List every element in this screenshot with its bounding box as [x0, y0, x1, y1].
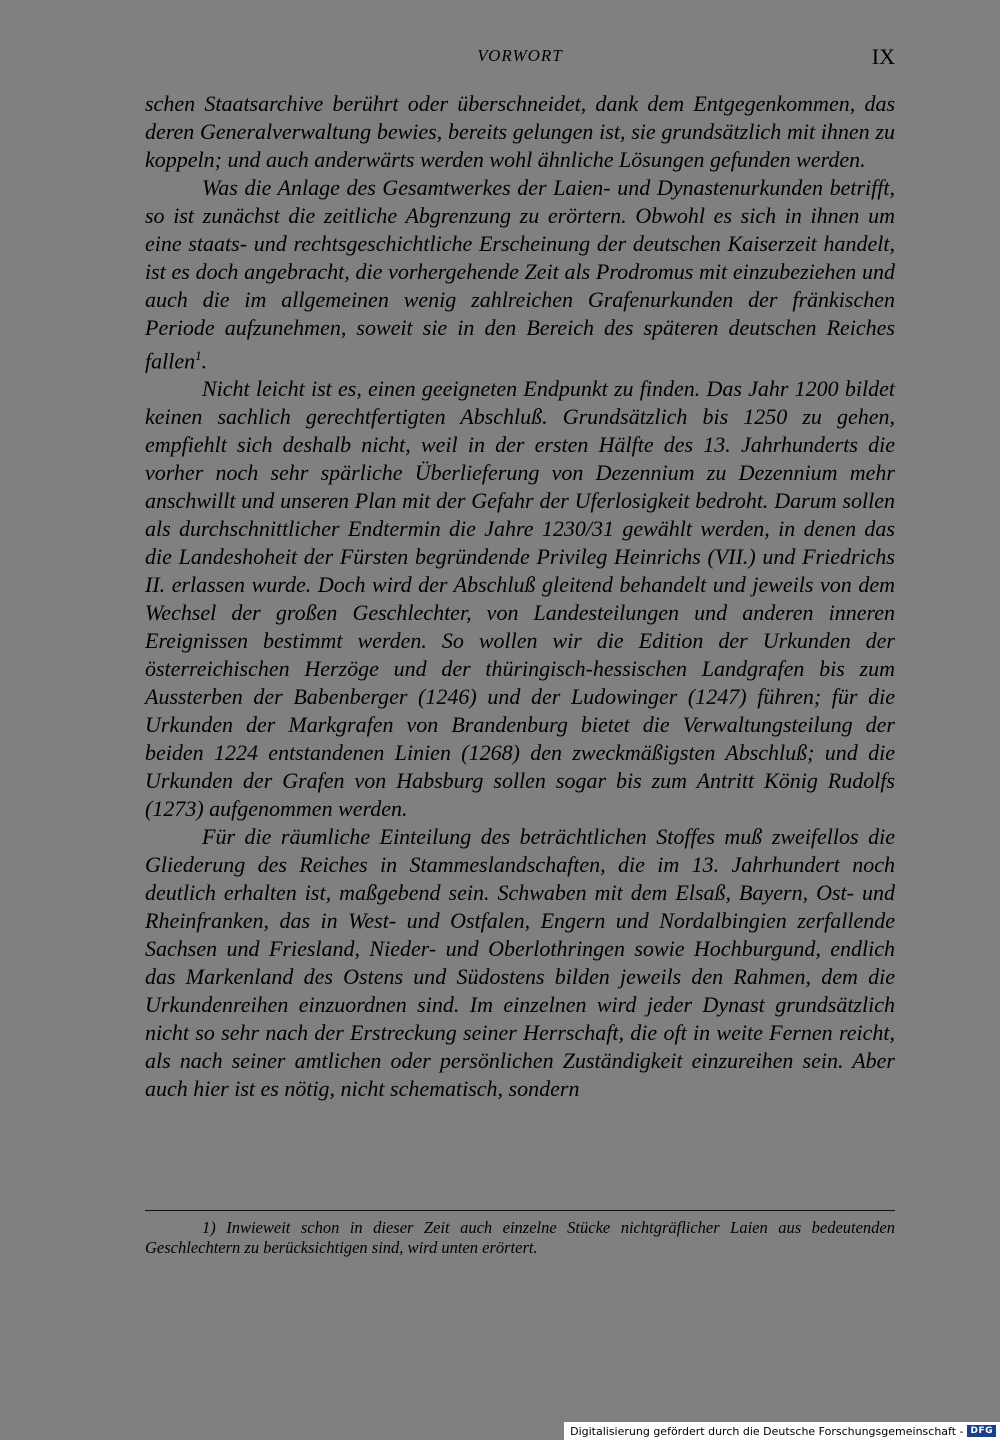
- paragraph-2-text: Was die Anlage des Gesamtwerkes der Laien- und Dynastenurkunden betrifft, so ist zunächst die zeitliche Abgrenzung zu erörtern. Obwohl es sich in ihnen um eine staats- und rechtsgeschichtliche Erscheinung der deutschen Kaiserzeit handelt, ist es doch angebracht, die vorhergehende Zeit als Prodromus mit einzubeziehen und auch die im allgemeinen wenig zahlreichen Grafenurkunden der fränkischen Periode aufzunehmen, soweit sie in den Bereich des späteren deutschen Reiches fallen: [145, 175, 895, 374]
- funding-credit-bar: [564, 1422, 1000, 1440]
- paragraph-3: Nicht leicht ist es, einen geeigneten Endpunkt zu finden. Das Jahr 1200 bildet keinen sachlich gerechtfertigten Abschluß. Grundsätzlich bis 1250 zu gehen, empfiehlt sich deshalb nicht, weil in der ersten Hälfte des 13. Jahrhunderts die vorher noch sehr spärliche Überlieferung von Dezennium zu Dezennium mehr anschwillt und unseren Plan mit der Gefahr der Uferlosigkeit bedroht. Darum sollen als durchschnittlicher Endtermin die Jahre 1230/31 gewählt werden, in denen das die Landeshoheit der Fürsten begründende Privileg Heinrichs (VII.) und Friedrichs II. erlassen wurde. Doch wird der Abschluß gleitend behandelt und jeweils von dem Wechsel der großen Geschlechter, von Landesteilungen und anderen inneren Ereignissen bestimmt werden. So wollen wir die Edition der Urkunden der österreichischen Herzöge und der thüringisch-hessischen Landgrafen bis zum Aussterben der Babenberger (1246) und der Ludowinger (1247) führen; für die Urkunden der Markgrafen von Brandenburg bietet die Verwaltungsteilung der beiden 1224 entstandenen Linien (1268) den zweckmäßigsten Abschluß; und die Urkunden der Grafen von Habsburg sollen sogar bis zum Antritt König Rudolfs (1273) aufgenommen werden.: [145, 376, 895, 822]
- footnote: 1) Inwieweit schon in dieser Zeit auch einzelne Stücke nichtgräflicher Laien aus bedeutenden Geschlechtern zu berücksichtigen sind, wird unten erörtert.: [145, 1218, 895, 1257]
- paragraph-2-end: .: [201, 348, 208, 374]
- page-number: IX: [871, 44, 895, 69]
- paragraph-1: schen Staatsarchive berührt oder überschneidet, dank dem Entgegenkommen, das deren Generalverwaltung bewies, bereits gelungen ist, sie grundsätzlich mit ihnen zu koppeln; und auch anderwärts werden wohl ähnliche Lösungen gefunden werden.: [145, 91, 895, 172]
- body-text: [145, 90, 895, 1103]
- footnote-divider: [145, 1210, 895, 1211]
- funding-credit-text: Digitalisierung gefördert durch die Deutsche Forschungsgemeinschaft -: [570, 1424, 964, 1438]
- running-head: [145, 46, 895, 72]
- paragraph-4: Für die räumliche Einteilung des beträchtlichen Stoffes muß zweifellos die Gliederung des Reiches in Stammeslandschaften, die im 13. Jahrhundert noch deutlich erhalten ist, maßgebend sein. Schwaben mit dem Elsaß, Bayern, Ost- und Rheinfranken, das in West- und Ostfalen, Engern und Nordalbingien zerfallende Sachsen und Friesland, Nieder- und Oberlothringen sowie Hochburgund, endlich das Markenland des Ostens und Südostens bilden jeweils den Rahmen, dem die Urkundenreihen einzuordnen sind. Im einzelnen wird jeder Dynast grundsätzlich nicht so sehr nach der Erstreckung seiner Herrschaft, die oft in weite Fernen reicht, als nach seiner amtlichen oder persönlichen Zuständigkeit einzureihen sein. Aber auch hier ist es nötig, nicht schematisch, sondern: [145, 824, 895, 1102]
- dfg-logo-icon: DFG: [967, 1425, 996, 1437]
- paragraph-2: [145, 174, 895, 375]
- running-title: VORWORT: [477, 46, 563, 65]
- footnote-reference[interactable]: 1: [195, 348, 202, 363]
